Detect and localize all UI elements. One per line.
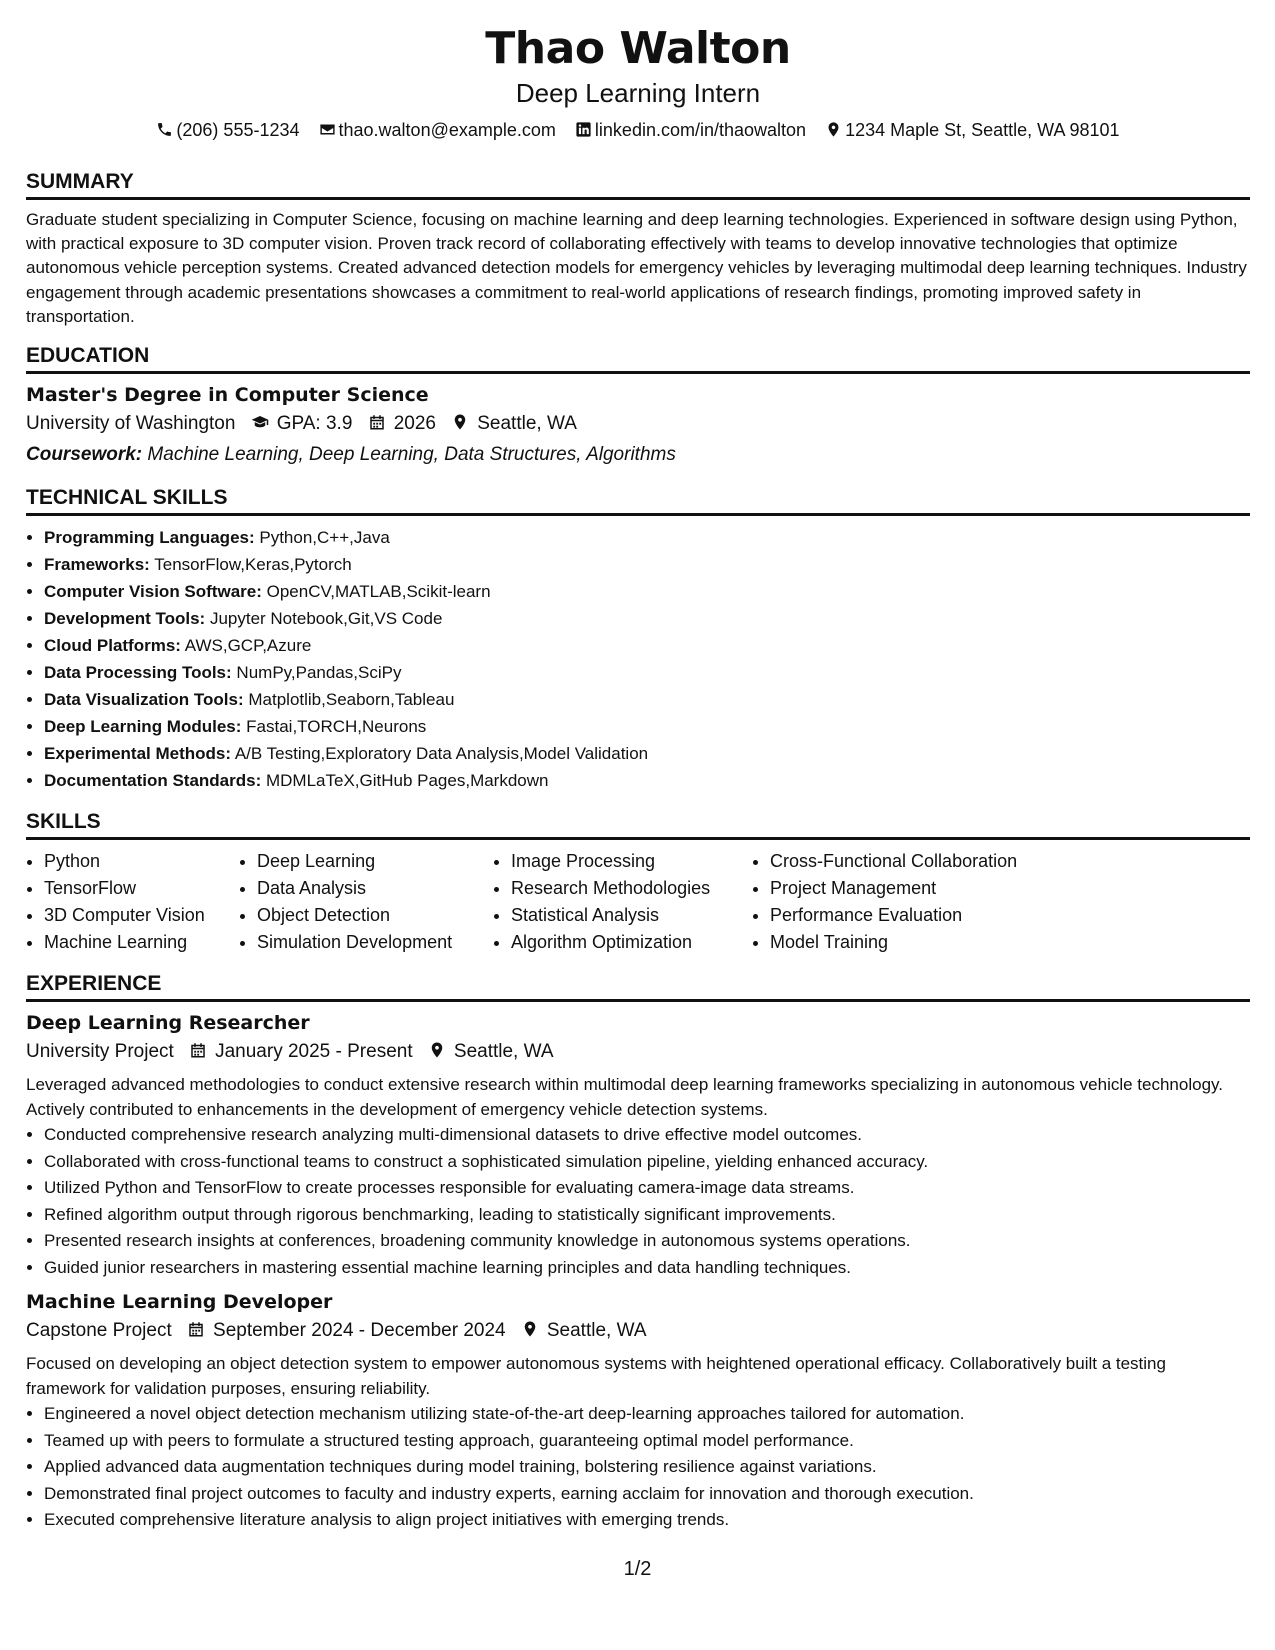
summary-section <box>26 168 1250 329</box>
list-item: • Object Detection <box>257 902 493 929</box>
skills-section <box>26 808 1250 956</box>
list-item: • Research Methodologies <box>511 875 752 902</box>
year-item <box>368 409 436 439</box>
job-dates <box>189 1037 413 1067</box>
job-bullets <box>26 1401 1250 1534</box>
phone-icon <box>156 121 173 138</box>
resume-page <box>26 0 1250 1534</box>
year-text: 2026 <box>393 413 436 435</box>
gpa-text: GPA: 3.9 <box>276 413 353 435</box>
skills-column <box>239 848 493 956</box>
job-description: Leveraged advanced methodologies to conduct extensive research within multimodal deep learning frameworks specializing in autonomous vehicle technology. Actively contributed to enhancements in the development of emergency vehicle detection systems. <box>26 1075 1223 1119</box>
job-entry <box>26 1288 1250 1534</box>
job-org-text: Capstone Project <box>26 1320 172 1342</box>
job-entry <box>26 1009 1250 1281</box>
school-text: University of Washington <box>26 413 236 435</box>
page-number: 1/2 <box>623 1558 652 1580</box>
skill-value: TensorFlow,Keras,Pytorch <box>154 555 352 575</box>
education-location-text: Seattle, WA <box>477 413 577 435</box>
list-item: • Presented research insights at conferences, broadening community knowledge in autonomous systems operations. <box>44 1228 1250 1255</box>
calendar-icon <box>368 413 386 431</box>
degree-title: Master's Degree in Computer Science <box>26 384 429 407</box>
skill-label: Development Tools: <box>44 609 206 629</box>
experience-title: EXPERIENCE <box>26 970 1250 1002</box>
list-item: • Utilized Python and TensorFlow to create processes responsible for evaluating camera-image data streams. <box>44 1175 1250 1202</box>
job-location <box>521 1316 647 1346</box>
list-item: • Data Analysis <box>257 875 493 902</box>
resume-header <box>26 22 1250 144</box>
coursework-line <box>26 439 1250 470</box>
skill-label: Data Visualization Tools: <box>44 690 244 710</box>
list-item: • Simulation Development <box>257 929 493 956</box>
skill-value: AWS,GCP,Azure <box>184 636 312 656</box>
skill-label: Data Processing Tools: <box>44 663 232 683</box>
school-name <box>26 409 235 439</box>
map-pin-icon <box>428 1041 446 1059</box>
job-meta <box>26 1316 1250 1346</box>
map-pin-icon <box>451 413 469 431</box>
contact-line <box>26 116 1250 144</box>
summary-title: SUMMARY <box>26 168 1250 200</box>
skill-value: OpenCV,MATLAB,Scikit-learn <box>266 582 491 602</box>
list-item <box>44 767 1250 794</box>
list-item: • Statistical Analysis <box>511 902 752 929</box>
skill-value: MDMLaTeX,GitHub Pages,Markdown <box>265 771 549 791</box>
contact-email[interactable] <box>319 116 556 144</box>
gpa-item <box>251 409 353 439</box>
job-title: Machine Learning Developer <box>26 1291 333 1314</box>
list-item: • Model Training <box>770 929 1090 956</box>
map-pin-icon <box>521 1320 539 1338</box>
summary-text: Graduate student specializing in Computer Science, focusing on machine learning and deep learning technologies. Experienced in software design using Python, with practical exposure to 3D computer vision. Proven track record of collaborating effectively with teams to develop innovative technologies that optimize autonomous vehicle perception systems. Created advanced detection models for emergency vehicles by leveraging multimodal deep learning techniques. Industry engagement through academic presentations showcases a commitment to real-world applications of research findings, promoting improved safety in transportation. <box>26 210 1247 326</box>
list-item: • Guided junior researchers in mastering essential machine learning principles and data handling techniques. <box>44 1255 1250 1282</box>
list-item <box>44 578 1250 605</box>
candidate-name: Thao Walton <box>485 23 791 74</box>
map-pin-icon <box>825 121 842 138</box>
list-item: • TensorFlow <box>44 875 239 902</box>
skills-column <box>26 848 239 956</box>
linkedin-text: linkedin.com/in/thaowalton <box>594 120 807 140</box>
envelope-icon <box>319 121 336 138</box>
list-item: • Conducted comprehensive research analyzing multi-dimensional datasets to drive effective model outcomes. <box>44 1122 1250 1149</box>
list-item <box>44 632 1250 659</box>
job-dates-text: January 2025 - Present <box>215 1041 413 1063</box>
skills-column <box>493 848 752 956</box>
candidate-role: Deep Learning Intern <box>515 78 761 108</box>
list-item: • Algorithm Optimization <box>511 929 752 956</box>
job-bullets <box>26 1122 1250 1281</box>
contact-phone[interactable] <box>156 116 299 144</box>
list-item <box>44 524 1250 551</box>
list-item: • Cross-Functional Collaboration <box>770 848 1090 875</box>
skill-value: Python,C++,Java <box>259 528 390 548</box>
phone-text: (206) 555-1234 <box>176 120 300 140</box>
list-item <box>44 686 1250 713</box>
list-item: • Applied advanced data augmentation techniques during model training, bolstering resilience against variations. <box>44 1454 1250 1481</box>
list-item <box>44 740 1250 767</box>
skill-label: Experimental Methods: <box>44 744 232 764</box>
list-item: • Python <box>44 848 239 875</box>
skill-label: Computer Vision Software: <box>44 582 262 602</box>
list-item: • Refined algorithm output through rigorous benchmarking, leading to statistically significant improvements. <box>44 1202 1250 1229</box>
job-location-text: Seattle, WA <box>546 1320 647 1342</box>
calendar-icon <box>187 1320 205 1338</box>
graduation-cap-icon <box>251 413 269 431</box>
job-dates <box>187 1316 506 1346</box>
list-item: • Project Management <box>770 875 1090 902</box>
list-item: • Executed comprehensive literature analysis to align project initiatives with emerging trends. <box>44 1507 1250 1534</box>
skill-value: Jupyter Notebook,Git,VS Code <box>209 609 443 629</box>
job-description: Focused on developing an object detection system to empower autonomous systems with heightened operational efficacy. Collaboratively built a testing framework for validation purposes, ensuring reliability. <box>26 1354 1166 1398</box>
email-text: thao.walton@example.com <box>338 120 556 140</box>
skill-label: Documentation Standards: <box>44 771 262 791</box>
list-item <box>44 605 1250 632</box>
contact-linkedin[interactable] <box>575 116 806 144</box>
contact-address <box>825 116 1120 144</box>
address-text: 1234 Maple St, Seattle, WA 98101 <box>845 120 1120 140</box>
skills-title: SKILLS <box>26 808 1250 840</box>
list-item: • Demonstrated final project outcomes to faculty and industry experts, earning acclaim for innovation and thorough execution. <box>44 1481 1250 1508</box>
skills-column <box>752 848 1090 956</box>
education-section <box>26 342 1250 470</box>
skill-value: Fastai,TORCH,Neurons <box>246 717 427 737</box>
technical-skills-list <box>26 524 1250 794</box>
job-location-text: Seattle, WA <box>453 1041 554 1063</box>
experience-section <box>26 970 1250 1534</box>
job-location <box>428 1037 554 1067</box>
job-org <box>26 1037 174 1067</box>
education-location <box>451 409 577 439</box>
list-item <box>44 551 1250 578</box>
list-item <box>44 659 1250 686</box>
skill-value: Matplotlib,Seaborn,Tableau <box>248 690 455 710</box>
job-org <box>26 1316 172 1346</box>
skill-label: Programming Languages: <box>44 528 255 548</box>
coursework-label: Coursework: <box>26 444 143 466</box>
list-item: • Collaborated with cross-functional teams to construct a sophisticated simulation pipeline, yielding enhanced accuracy. <box>44 1149 1250 1176</box>
list-item: • Teamed up with peers to formulate a structured testing approach, guaranteeing optimal model performance. <box>44 1428 1250 1455</box>
technical-skills-section <box>26 484 1250 794</box>
job-org-text: University Project <box>26 1041 174 1063</box>
list-item: • Machine Learning <box>44 929 239 956</box>
list-item: • Image Processing <box>511 848 752 875</box>
list-item: • 3D Computer Vision <box>44 902 239 929</box>
education-meta <box>26 409 1250 439</box>
skill-value: NumPy,Pandas,SciPy <box>236 663 402 683</box>
technical-skills-title: TECHNICAL SKILLS <box>26 484 1250 516</box>
linkedin-icon <box>575 121 592 138</box>
skill-value: A/B Testing,Exploratory Data Analysis,Model Validation <box>234 744 649 764</box>
list-item: • Deep Learning <box>257 848 493 875</box>
job-title: Deep Learning Researcher <box>26 1012 310 1035</box>
education-title: EDUCATION <box>26 342 1250 374</box>
job-dates-text: September 2024 - December 2024 <box>213 1320 506 1342</box>
calendar-icon <box>189 1041 207 1059</box>
skill-label: Cloud Platforms: <box>44 636 181 656</box>
skill-label: Deep Learning Modules: <box>44 717 242 737</box>
skill-label: Frameworks: <box>44 555 150 575</box>
coursework-text: Machine Learning, Deep Learning, Data Structures, Algorithms <box>147 444 676 466</box>
job-meta <box>26 1037 1250 1067</box>
list-item: • Performance Evaluation <box>770 902 1090 929</box>
skills-grid <box>26 848 1250 956</box>
list-item <box>44 713 1250 740</box>
list-item: • Engineered a novel object detection mechanism utilizing state-of-the-art deep-learning approaches tailored for automation. <box>44 1401 1250 1428</box>
